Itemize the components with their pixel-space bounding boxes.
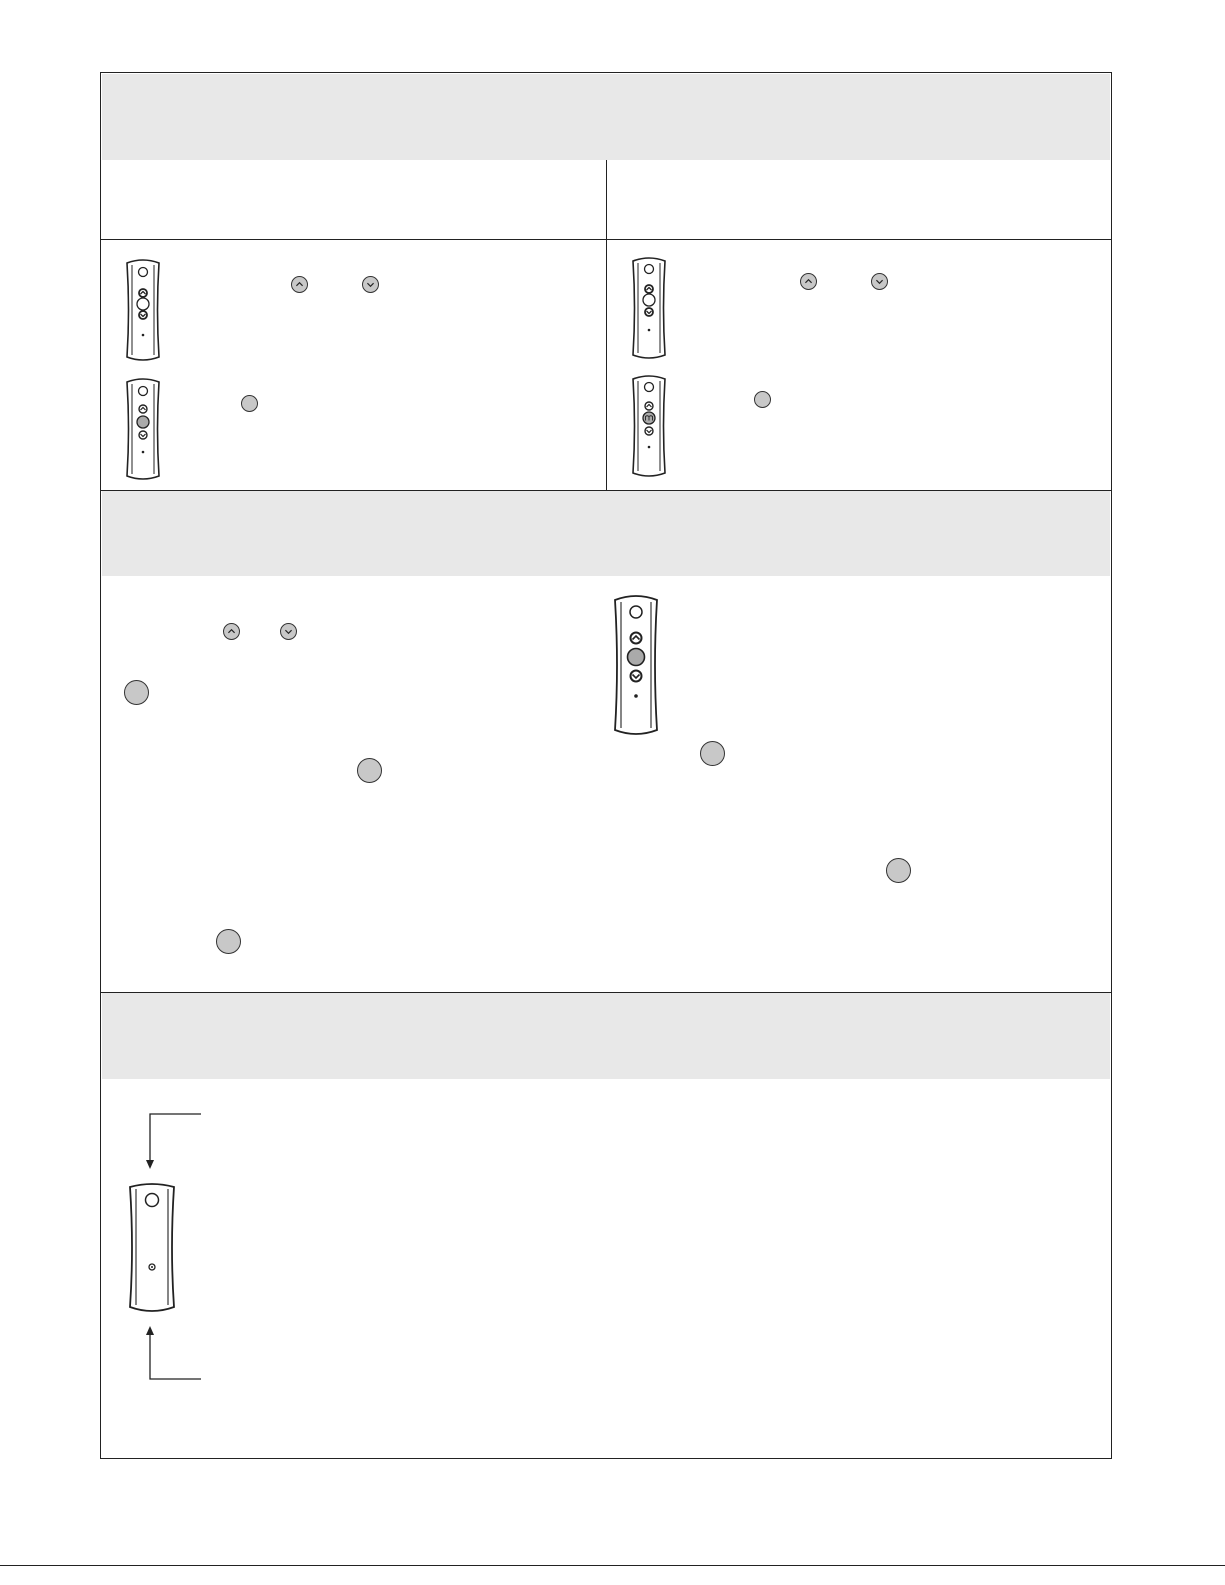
remote-control-icon [629, 255, 669, 361]
pointer-arrow-icon [141, 1323, 203, 1381]
remote-control-icon [629, 373, 669, 479]
stop-my-button-icon [700, 741, 725, 766]
down-arrow-button-icon [871, 273, 888, 290]
stop-my-button-icon [357, 758, 382, 783]
pointer-arrow-icon [141, 1106, 203, 1171]
stop-my-button-icon [886, 858, 911, 883]
remote-control-icon [123, 257, 163, 363]
section-2-header [102, 491, 1110, 576]
down-arrow-button-icon [280, 623, 297, 640]
up-arrow-button-icon [291, 276, 308, 293]
page-footer-rule [0, 1565, 1225, 1566]
up-arrow-button-icon [223, 623, 240, 640]
section-3-header [102, 993, 1110, 1079]
remote-control-icon [610, 592, 662, 738]
up-arrow-button-icon [800, 273, 817, 290]
section-1-header [102, 74, 1110, 160]
remote-control-icon [123, 376, 163, 482]
stop-my-button-icon [124, 680, 149, 705]
divider-1 [101, 239, 1111, 240]
my-button-icon [754, 391, 771, 408]
my-button-icon [241, 395, 258, 412]
column-divider-top [606, 160, 607, 490]
instruction-frame [100, 72, 1112, 1459]
remote-control-icon [124, 1181, 180, 1315]
stop-my-button-icon [216, 929, 241, 954]
down-arrow-button-icon [362, 276, 379, 293]
